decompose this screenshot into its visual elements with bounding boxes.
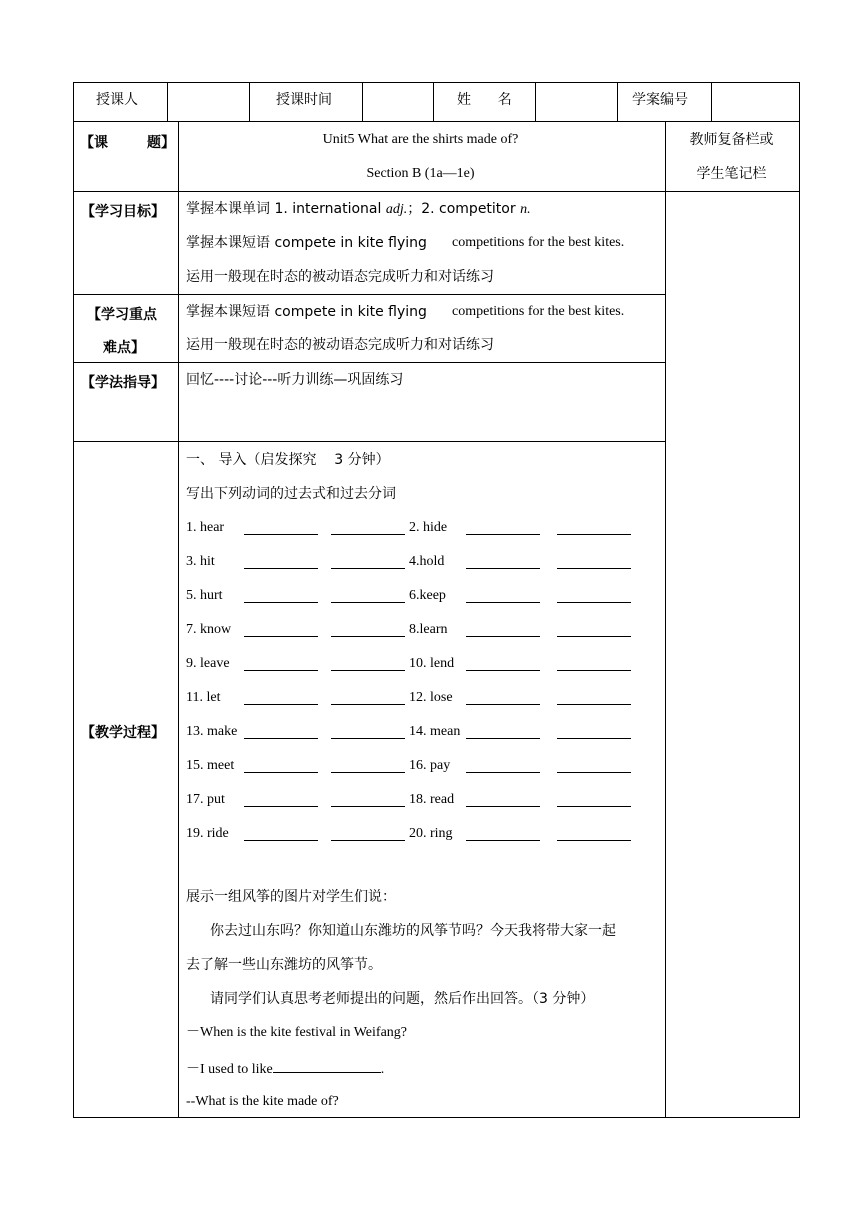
label-column-divider: [178, 121, 179, 1117]
paragraph-1-line-2: 去了解一些山东潍坊的风筝节。: [186, 957, 382, 973]
answer-blank[interactable]: [466, 522, 540, 535]
row-divider: [74, 294, 665, 295]
goals-text: 掌握本课短语 compete in kite flying: [186, 235, 427, 251]
answer-blank[interactable]: [557, 522, 631, 535]
answer-blank[interactable]: [466, 726, 540, 739]
goals-line-2-phrase: competitions for the best kites.: [452, 235, 625, 250]
paragraph-2: 请同学们认真思考老师提出的问题，然后作出回答。（3 分钟）: [210, 991, 595, 1007]
answer-blank[interactable]: [331, 760, 405, 773]
verb-item: 19. ride: [186, 826, 229, 841]
verb-item: 4.hold: [409, 554, 445, 569]
answer-blank[interactable]: [244, 658, 318, 671]
answer-blank[interactable]: [466, 692, 540, 705]
answer-blank[interactable]: [244, 760, 318, 773]
answer-blank[interactable]: [331, 556, 405, 569]
plan-number-label: 学案编号: [632, 92, 688, 108]
answer-blank[interactable]: [466, 658, 540, 671]
verb-item: 20. ring: [409, 826, 453, 841]
goals-line-1: [186, 201, 531, 218]
notes-column-title-line2: 学生笔记栏: [696, 166, 767, 182]
col-divider: [535, 83, 536, 121]
answer-blank[interactable]: [557, 556, 631, 569]
answer-blank[interactable]: [466, 760, 540, 773]
col-divider: [711, 83, 712, 121]
answer-blank[interactable]: [244, 522, 318, 535]
key-points-line-1-phrase: competitions for the best kites.: [452, 304, 625, 319]
col-divider: [249, 83, 250, 121]
process-label: 【教学过程】: [81, 725, 165, 741]
teacher-label: 授课人: [96, 92, 138, 108]
answer-blank[interactable]: [331, 522, 405, 535]
row-divider: [74, 441, 665, 442]
verb-instruction: 写出下列动词的过去式和过去分词: [186, 486, 396, 502]
answer-blank[interactable]: [244, 590, 318, 603]
verb-item: 11. let: [186, 690, 221, 705]
verb-item: 16. pay: [409, 758, 451, 773]
answer-blank[interactable]: [466, 556, 540, 569]
answer-blank[interactable]: [466, 828, 540, 841]
goals-label: 【学习目标】: [81, 204, 165, 220]
row-divider: [74, 362, 665, 363]
paragraph-1-line-1: 你去过山东吗？你知道山东潍坊的风筝节吗？今天我将带大家一起: [210, 923, 616, 939]
goals-line-3: 运用一般现在时态的被动语态完成听力和对话练习: [186, 269, 494, 285]
answer-blank[interactable]: [466, 794, 540, 807]
topic-label: 【课 题】: [80, 135, 175, 151]
answer-blank[interactable]: [557, 760, 631, 773]
verb-item: 13. make: [186, 724, 238, 739]
answer-blank[interactable]: [244, 692, 318, 705]
answer-blank[interactable]: [331, 692, 405, 705]
question-2: [186, 1060, 384, 1078]
verb-item: 17. put: [186, 792, 225, 807]
goals-line-2: [186, 235, 427, 251]
verb-item: 1. hear: [186, 520, 225, 535]
answer-blank[interactable]: [466, 624, 540, 637]
answer-blank[interactable]: [331, 828, 405, 841]
key-points-label-line2: 难点】: [103, 340, 145, 356]
answer-blank[interactable]: [273, 1060, 381, 1073]
goals-pos: n.: [520, 202, 531, 217]
answer-blank[interactable]: [557, 692, 631, 705]
goals-text: 掌握本课单词 1. international: [186, 201, 386, 217]
verb-item: 10. lend: [409, 656, 455, 671]
notes-column-divider: [665, 121, 666, 1117]
answer-blank[interactable]: [557, 828, 631, 841]
name-label: 姓 名: [457, 92, 512, 108]
answer-blank[interactable]: [244, 556, 318, 569]
verb-item: 15. meet: [186, 758, 235, 773]
verb-item: 5. hurt: [186, 588, 223, 603]
answer-blank[interactable]: [557, 658, 631, 671]
key-points-line-1: 掌握本课短语 compete in kite flying: [186, 304, 427, 320]
answer-blank[interactable]: [244, 794, 318, 807]
verb-item: 8.learn: [409, 622, 448, 637]
topic-section: Section B (1a—1e): [366, 166, 475, 181]
question-1: －When is the kite festival in Weifang?: [186, 1025, 407, 1040]
method-label: 【学法指导】: [81, 375, 165, 391]
verb-item: 3. hit: [186, 554, 215, 569]
answer-blank[interactable]: [244, 624, 318, 637]
method-text: 回忆----讨论---听力训练—巩固练习: [186, 372, 404, 388]
answer-blank[interactable]: [557, 590, 631, 603]
col-divider: [617, 83, 618, 121]
answer-blank[interactable]: [466, 590, 540, 603]
verb-item: 9. leave: [186, 656, 230, 671]
verb-item: 6.keep: [409, 588, 446, 603]
answer-blank[interactable]: [331, 658, 405, 671]
answer-blank[interactable]: [244, 726, 318, 739]
verb-item: 18. read: [409, 792, 455, 807]
answer-blank[interactable]: [331, 726, 405, 739]
answer-blank[interactable]: [557, 624, 631, 637]
verb-item: 2. hide: [409, 520, 448, 535]
answer-blank[interactable]: [331, 624, 405, 637]
question-2-punct: .: [380, 1062, 385, 1077]
verb-item: 12. lose: [409, 690, 453, 705]
answer-blank[interactable]: [244, 828, 318, 841]
goals-pos: adj.: [385, 202, 408, 217]
time-label: 授课时间: [276, 92, 332, 108]
answer-blank[interactable]: [557, 794, 631, 807]
key-points-line-2: 运用一般现在时态的被动语态完成听力和对话练习: [186, 337, 494, 353]
answer-blank[interactable]: [557, 726, 631, 739]
verb-item: 7. know: [186, 622, 232, 637]
col-divider: [433, 83, 434, 121]
row-divider: [74, 191, 799, 192]
answer-blank[interactable]: [331, 794, 405, 807]
notes-column-title-line1: 教师复备栏或: [689, 132, 774, 148]
question-3: --What is the kite made of?: [186, 1094, 339, 1109]
col-divider: [362, 83, 363, 121]
show-pictures-text: 展示一组风筝的图片对学生们说：: [186, 889, 396, 905]
topic-title: Unit5 What are the shirts made of?: [322, 132, 519, 147]
goals-text: ；2. competitor: [407, 201, 521, 217]
row-divider: [74, 121, 799, 122]
answer-blank[interactable]: [331, 590, 405, 603]
verb-item: 14. mean: [409, 724, 461, 739]
intro-heading: 一、 导入（启发探究 3 分钟）: [186, 452, 390, 468]
col-divider: [167, 83, 168, 121]
question-2-text: －I used to like: [186, 1062, 273, 1077]
key-points-label-line1: 【学习重点: [87, 307, 157, 323]
